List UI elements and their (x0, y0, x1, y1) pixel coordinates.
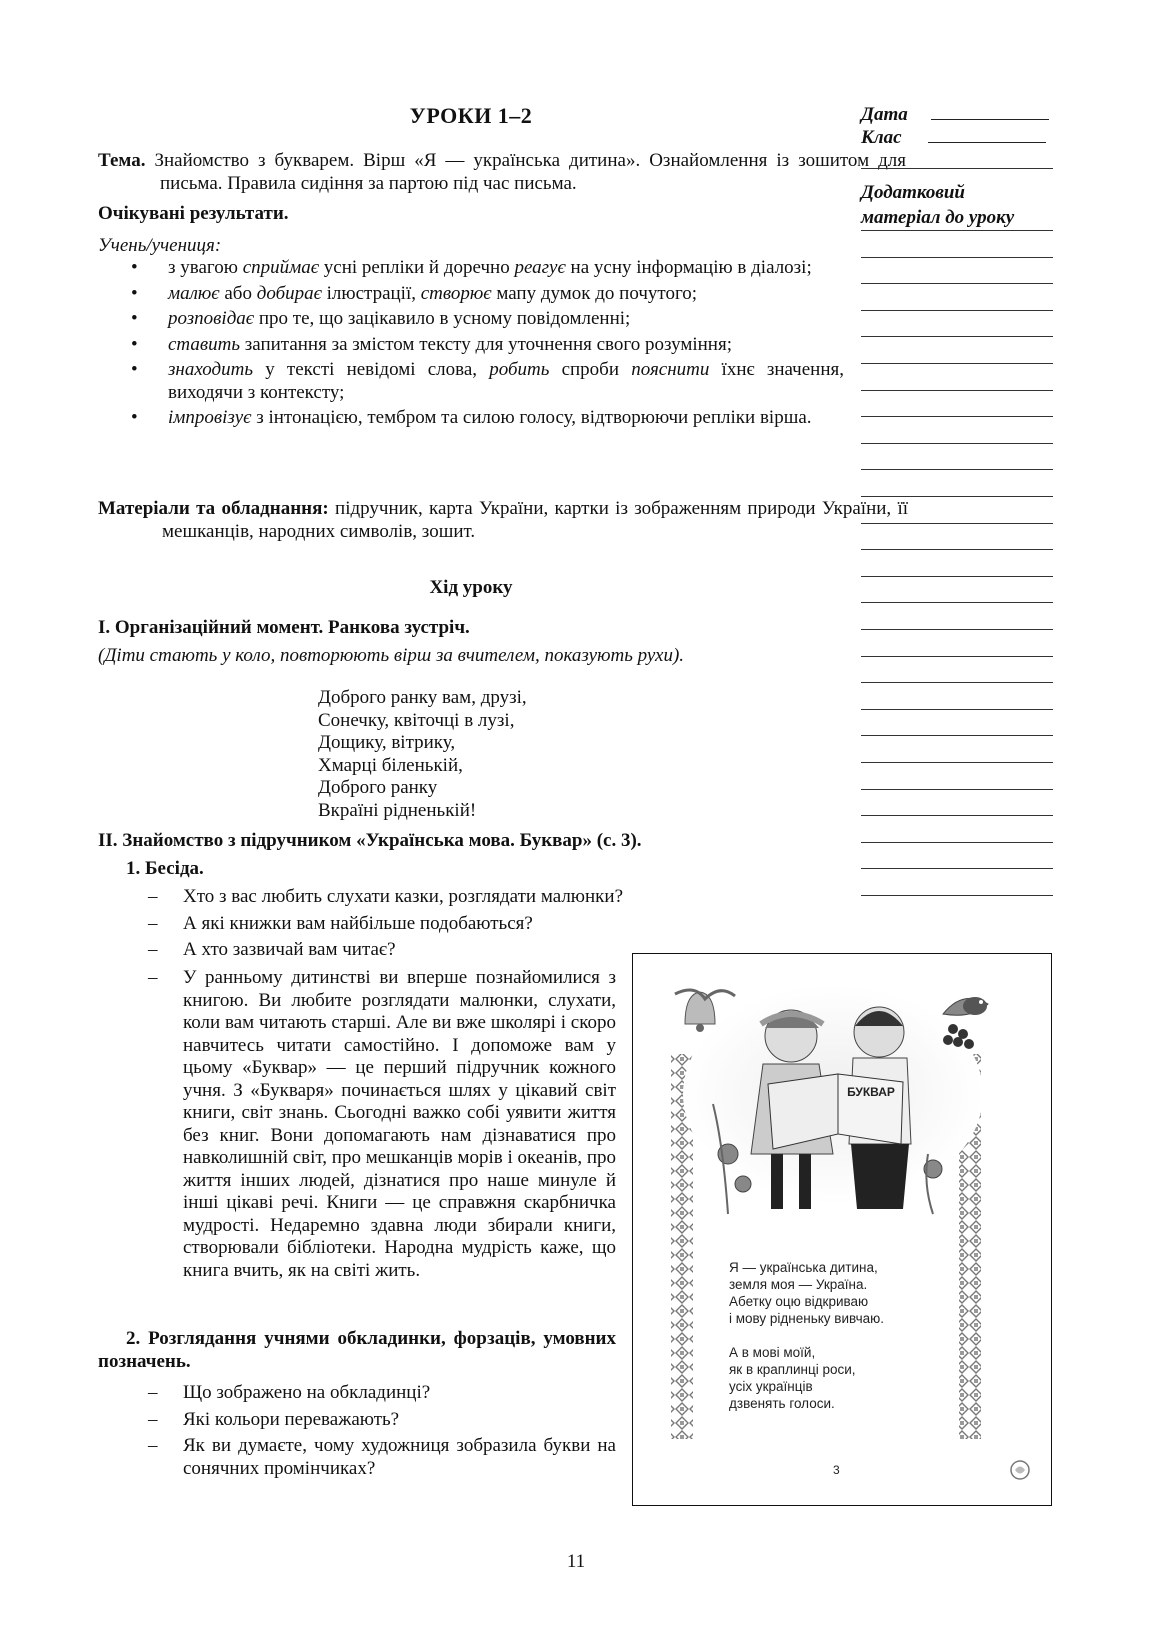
list-item: – А які книжки вам найбільше подобаються? (148, 912, 533, 934)
section-1-note: (Діти стають у коло, повторюють вірш за вчителем, показують рухи). (98, 645, 685, 666)
date-blank[interactable] (931, 103, 1049, 120)
note-line[interactable] (861, 496, 1053, 497)
note-line[interactable] (861, 443, 1053, 444)
bullet-icon: • (131, 359, 138, 380)
note-line[interactable] (861, 789, 1053, 790)
outcome-item: • ставить запитання за змістом тексту для уточнення свого розуміння; (131, 333, 732, 355)
bird-icon (943, 997, 988, 1049)
primer-poem (729, 1259, 884, 1412)
bullet-icon: • (131, 333, 138, 355)
note-line[interactable] (861, 416, 1053, 417)
note-line[interactable] (861, 283, 1053, 284)
primer-poem-line: усіх українців (729, 1379, 813, 1394)
materials-block (98, 498, 908, 543)
note-line[interactable] (861, 682, 1053, 683)
list-item: – У ранньому дитинстві ви вперше познайомилися з книгою. Ви любите розглядати малюнки, слухати, коли вам читають старші. Але ви вже школярі і скоро навчитесь читати самостійно. І допоможе вам у цьому «Буквар» — це перший підручник кожного учня. З «Букваря» починається шлях у цікавий світ книги, світ знань. Сьогодні важко собі уявити життя без книг. Вони допомагають нам дізнаватися про навколишній світ, про мешканців морів і океанів, про життя інших людей, дізнатися про наше минуле й інші цікаві речі. Книги — це справжня скарбничка мудрості. Недаремно здавна люди збирали книги, створювали бібліотеки. Народна мудрість каже, що книга вчить, як на світі жить. (148, 967, 617, 1281)
note-line[interactable] (861, 895, 1053, 896)
section-1-title: I. Організаційний момент. Ранкова зустріч. (98, 617, 470, 638)
outcome-item: • малює або добирає ілюстрації, створює мапу думок до почутого; (131, 282, 698, 304)
materials-text: підручник, карта України, картки із зображенням природи України, її мешканців, народних символів, зошит. (162, 498, 909, 542)
note-line[interactable] (861, 709, 1053, 710)
primer-poem-line: Я — українська дитина, (729, 1260, 878, 1275)
date-label: Дата (861, 104, 908, 125)
note-line[interactable] (861, 735, 1053, 736)
primer-poem-line: і мову рідненьку вивчаю. (729, 1311, 885, 1326)
date-field (861, 103, 1053, 126)
primer-poem-line: дзвенять голоси. (729, 1396, 835, 1411)
student-label: Учень/учениця: (98, 235, 222, 256)
results-heading: Очікувані результати. (98, 203, 289, 224)
note-line[interactable] (861, 868, 1053, 869)
primer-poem-line: як в краплинці роси, (729, 1362, 856, 1377)
list-item: – Що зображено на обкладинці? (148, 1382, 431, 1403)
note-line[interactable] (861, 523, 1053, 524)
topic-block (98, 150, 906, 195)
note-line[interactable] (861, 842, 1053, 843)
list-item: – Як ви думаєте, чому художниця зобразила букви на сонячних промінчиках? (148, 1435, 616, 1479)
poem-line: Хмарці біленькій, (318, 754, 463, 776)
topic-text: Знайомство з букварем. Вірш «Я — українська дитина». Ознайомлення із зошитом для письма. Правила сидіння за партою під час письма. (154, 150, 907, 194)
questions-1-long (98, 967, 616, 1286)
outcome-item: • знаходить у тексті невідомі слова, робить спроби пояснити їхнє значення, виходячи з контексту; (131, 359, 844, 403)
primer-poem-line: Абетку оцю відкриваю (729, 1294, 869, 1309)
page-title: УРОКИ 1–2 (409, 103, 533, 128)
note-line[interactable] (861, 629, 1053, 630)
note-line[interactable] (861, 815, 1053, 816)
publisher-logo-icon (1009, 1459, 1031, 1481)
class-field (861, 126, 1053, 149)
bullet-icon: • (131, 257, 138, 278)
note-line[interactable] (861, 390, 1053, 391)
note-line[interactable] (861, 230, 1053, 231)
bullet-icon: • (131, 282, 138, 304)
outcome-item: • розповідає про те, що зацікавило в усному повідомленні; (131, 308, 631, 329)
bullet-icon: • (131, 308, 138, 329)
lesson-flow-heading: Хід уроку (429, 577, 513, 598)
materials-label: Матеріали та обладнання: (98, 498, 329, 519)
note-line[interactable] (861, 549, 1053, 550)
subsection-2-title: 2. Розглядання учнями обкладинки, форзаців, умовних позначень. (98, 1328, 616, 1372)
class-blank[interactable] (928, 126, 1046, 143)
primer-page-image (632, 953, 1052, 1506)
note-line[interactable] (861, 602, 1053, 603)
blank-line[interactable] (861, 168, 1053, 169)
bullet-icon: • (131, 407, 138, 428)
morning-poem (318, 687, 718, 822)
class-label: Клас (861, 127, 902, 148)
page-number: 11 (566, 1551, 586, 1572)
note-line[interactable] (861, 310, 1053, 311)
primer-poem-line: земля моя — Україна. (729, 1277, 868, 1292)
primer-poem-line: А в мові моїй, (729, 1345, 816, 1360)
outcomes-list (98, 257, 844, 433)
note-line[interactable] (861, 656, 1053, 657)
poem-line: Доброго ранку вам, друзі, (318, 687, 527, 708)
outcome-item: • з увагою сприймає усні репліки й доречно реагує на усну інформацію в діалозі; (131, 257, 812, 278)
list-item: – Хто з вас любить слухати казки, розглядати малюнки? (148, 886, 624, 907)
section-2-title: II. Знайомство з підручником «Українська мова. Буквар» (с. 3). (98, 830, 642, 851)
poem-line: Доброго ранку (318, 777, 438, 798)
note-line[interactable] (861, 257, 1053, 258)
subsection-1-title: 1. Бесіда. (126, 858, 204, 879)
poem-line: Дощику, вітрику, (318, 732, 456, 753)
note-line[interactable] (861, 469, 1053, 470)
primer-illustration (633, 954, 1051, 1505)
note-line[interactable] (861, 363, 1053, 364)
poem-line: Сонечку, квіточці в лузі, (318, 709, 515, 731)
poem-line: Вкраїні рідненькій! (318, 799, 477, 821)
topic-label: Тема. (98, 150, 146, 171)
questions-2 (98, 1382, 616, 1484)
primer-page-number: 3 (833, 1463, 840, 1477)
outcome-item: • імпровізує з інтонацією, тембром та силою голосу, відтворюючи репліки вірша. (131, 407, 812, 428)
note-line[interactable] (861, 576, 1053, 577)
list-item: – А хто зазвичай вам читає? (148, 939, 396, 960)
extra-material-heading: Додатковий матеріал до уроку (861, 182, 1015, 228)
book-title-label: БУКВАР (847, 1085, 895, 1099)
note-line[interactable] (861, 336, 1053, 337)
note-line[interactable] (861, 762, 1053, 763)
list-item: – Які кольори переважають? (148, 1408, 400, 1430)
